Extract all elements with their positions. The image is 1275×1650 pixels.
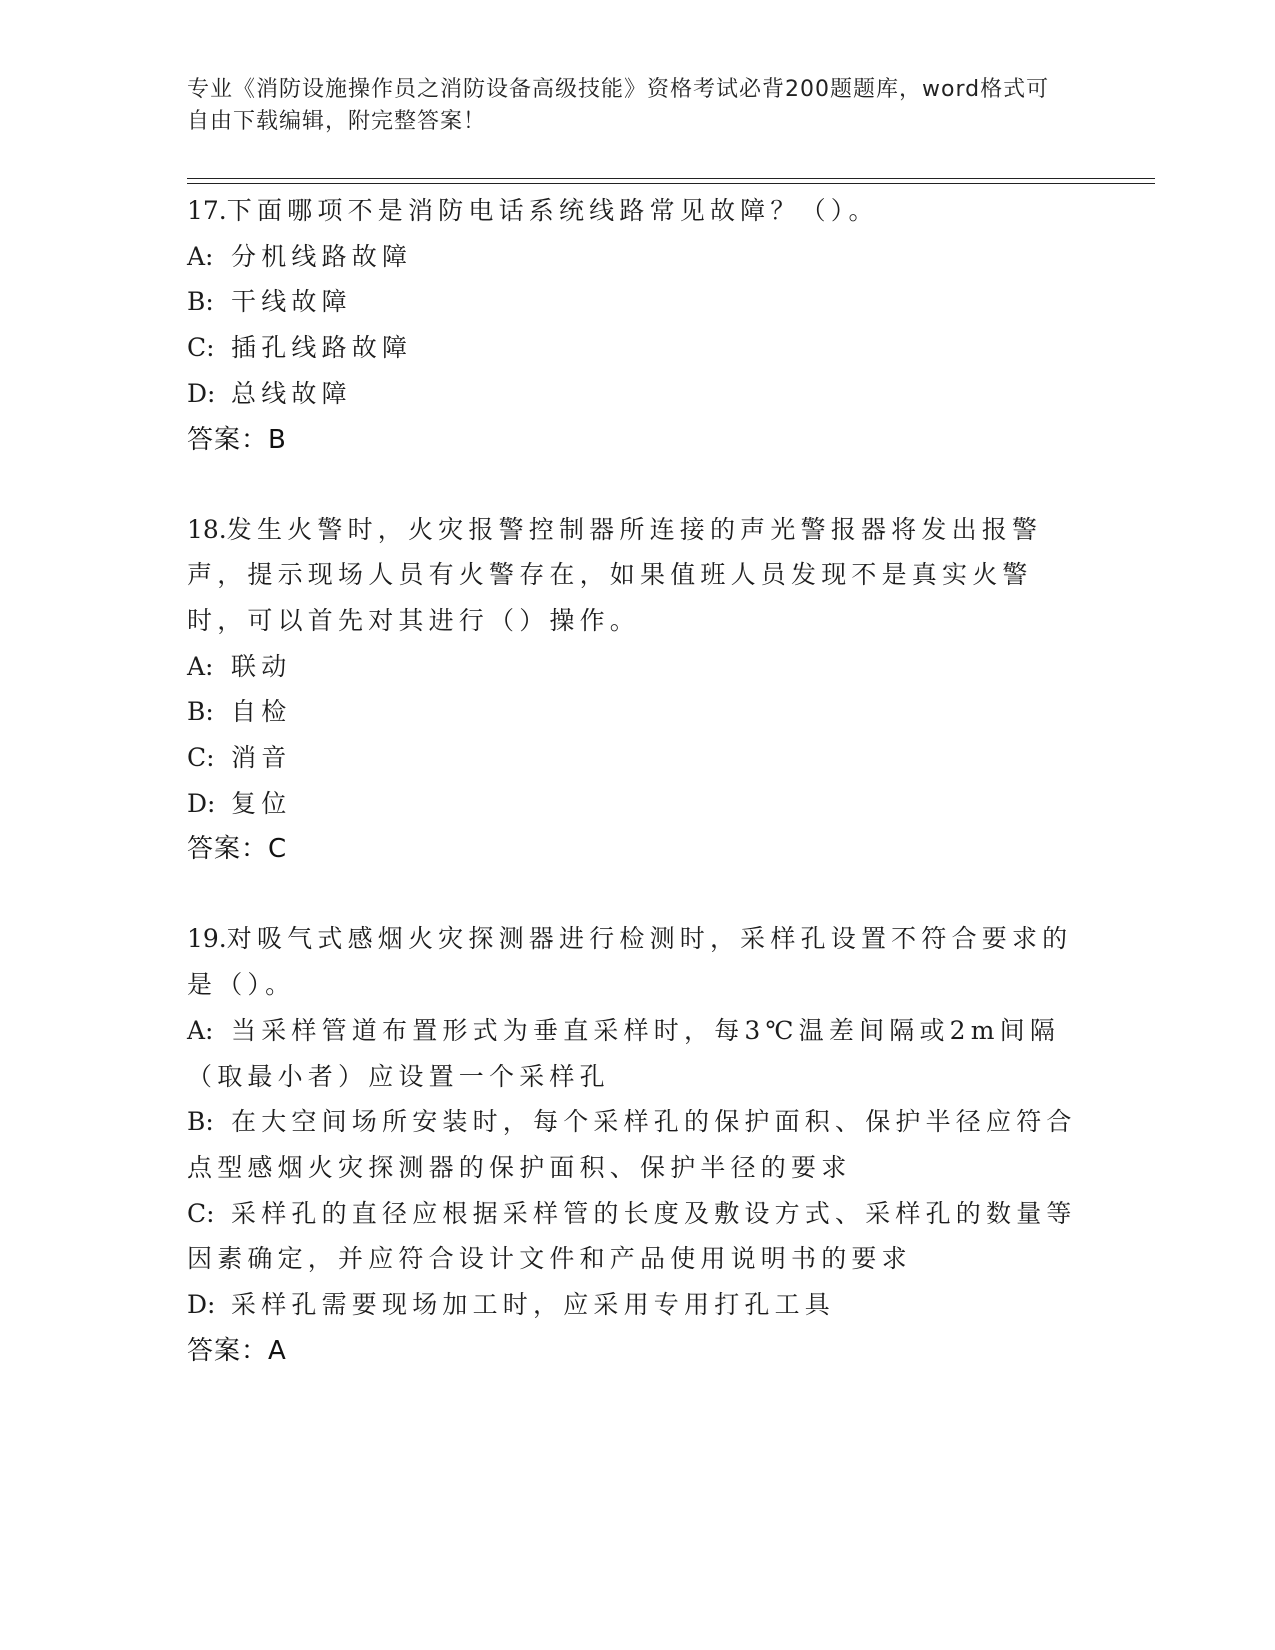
question-text bbox=[187, 188, 1087, 234]
option-d bbox=[187, 781, 1087, 827]
option-key: D: bbox=[187, 378, 216, 408]
header-rule-bottom bbox=[187, 183, 1155, 184]
option-text: 干线故障 bbox=[231, 287, 352, 317]
option-b bbox=[187, 279, 1087, 325]
option-key: B: bbox=[187, 1107, 214, 1137]
option-key: D: bbox=[187, 788, 216, 818]
option-key: C: bbox=[187, 743, 215, 773]
option-a bbox=[187, 644, 1087, 690]
question-stem: 发生火警时，火灾报警控制器所连接的声光警报器将发出报警声，提示现场人员有火警存在，如果值班人员发现不是真实火警时，可以首先对其进行（）操作。 bbox=[187, 514, 1043, 635]
option-text: 采样孔的直径应根据采样管的长度及敷设方式、采样孔的数量等因素确定，并应符合设计文件和产品使用说明书的要求 bbox=[187, 1198, 1077, 1274]
option-text: 复位 bbox=[231, 788, 292, 818]
option-b bbox=[187, 1099, 1087, 1190]
option-key: D: bbox=[187, 1290, 216, 1320]
option-text: 分机线路故障 bbox=[231, 241, 413, 271]
option-c bbox=[187, 735, 1087, 781]
option-d bbox=[187, 1282, 1087, 1328]
question-text bbox=[187, 916, 1087, 1007]
question-list bbox=[187, 188, 1087, 1418]
answer-line: 答案：B bbox=[187, 424, 287, 455]
option-key: A: bbox=[187, 651, 214, 681]
option-text: 在大空间场所安装时，每个采样孔的保护面积、保护半径应符合点型感烟火灾探测器的保护面积、保护半径的要求 bbox=[187, 1107, 1077, 1182]
question-number: 19. bbox=[187, 924, 227, 954]
option-c bbox=[187, 325, 1087, 371]
option-text: 当采样管道布置形式为垂直采样时，每3℃温差间隔或2m间隔（取最小者）应设置一个采样孔 bbox=[187, 1015, 1061, 1091]
option-a bbox=[187, 1008, 1087, 1099]
question-18 bbox=[187, 507, 1087, 873]
option-c bbox=[187, 1191, 1087, 1282]
option-text: 采样孔需要现场加工时，应采用专用打孔工具 bbox=[231, 1290, 836, 1320]
header-rule-top bbox=[187, 178, 1155, 179]
question-stem: 对吸气式感烟火灾探测器进行检测时，采样孔设置不符合要求的是（）。 bbox=[187, 924, 1073, 1000]
option-text: 插孔线路故障 bbox=[231, 333, 413, 363]
question-number: 18. bbox=[187, 514, 227, 544]
question-text bbox=[187, 507, 1087, 644]
document-header: 专业《消防设施操作员之消防设备高级技能》资格考试必背200题题库，word格式可自由下载编辑，附完整答案！ bbox=[187, 77, 1050, 134]
option-b bbox=[187, 689, 1087, 735]
option-d bbox=[187, 371, 1087, 417]
answer-line: 答案：A bbox=[187, 1335, 287, 1366]
option-text: 消音 bbox=[231, 743, 292, 773]
question-19 bbox=[187, 916, 1087, 1373]
question-stem: 下面哪项不是消防电话系统线路常见故障？（）。 bbox=[226, 196, 879, 225]
option-key: A: bbox=[187, 1015, 214, 1045]
option-key: B: bbox=[187, 287, 214, 317]
option-text: 总线故障 bbox=[231, 378, 352, 408]
option-text: 自检 bbox=[231, 697, 292, 727]
question-17 bbox=[187, 188, 1087, 463]
option-a bbox=[187, 234, 1087, 280]
option-text: 联动 bbox=[231, 651, 292, 681]
option-key: C: bbox=[187, 1198, 215, 1228]
option-key: B: bbox=[187, 697, 214, 727]
question-number: 17. bbox=[187, 196, 227, 225]
answer-line: 答案：C bbox=[187, 834, 288, 865]
option-key: A: bbox=[187, 241, 214, 271]
option-key: C: bbox=[187, 333, 215, 363]
